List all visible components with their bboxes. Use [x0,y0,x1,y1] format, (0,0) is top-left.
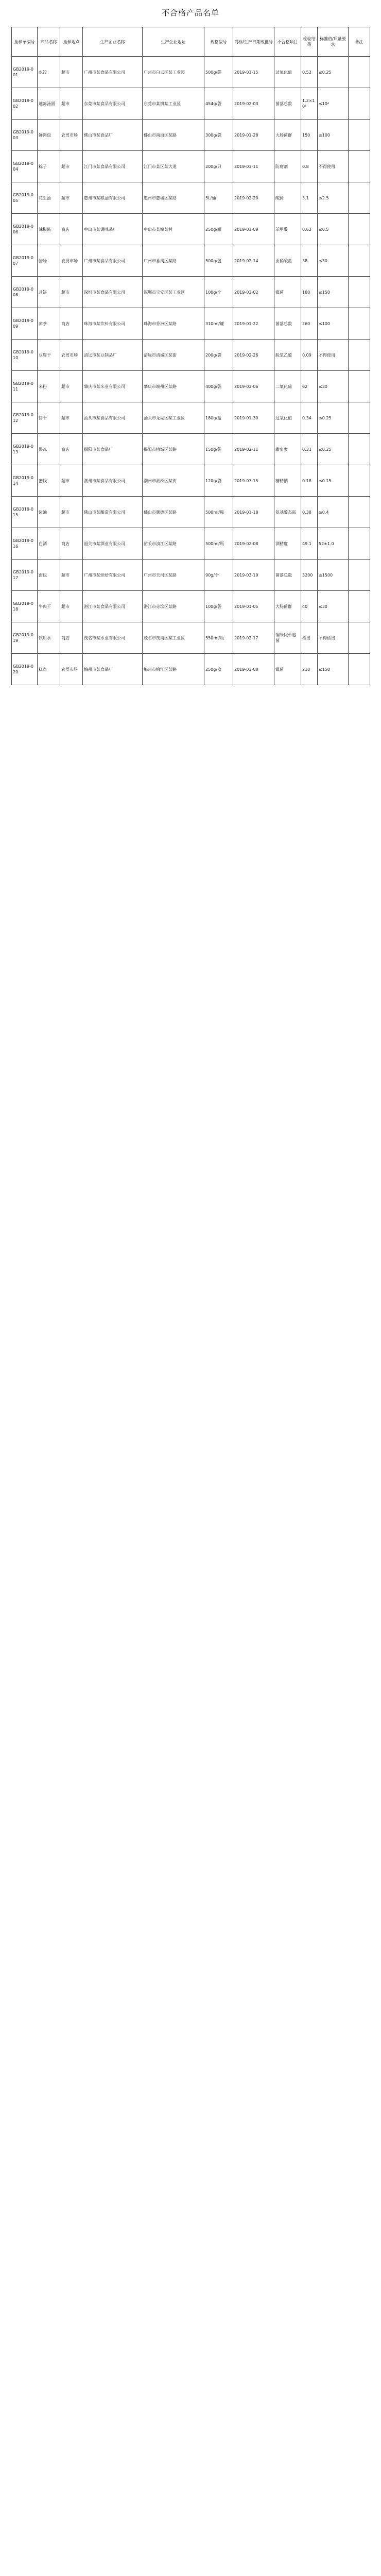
table-row [12,654,370,685]
table-cell: ≤0.25 [318,402,349,434]
table-cell: 广州市某食品有限公司 [83,57,143,88]
table-cell: 佛山市南海区某路 [143,120,204,151]
table-cell: ≤2.5 [318,182,349,214]
page-title: 不合格产品名单 [161,8,219,18]
table-cell: ≤0.15 [318,465,349,497]
table-cell: ≤0.25 [318,434,349,465]
table-cell: 茂名市某水业有限公司 [83,622,143,654]
table-cell: 400g/袋 [204,371,233,402]
table-cell: 90g/个 [204,560,233,591]
table-cell: 2019-02-08 [233,528,274,560]
table-cell [349,151,370,182]
table-cell: 肇庆市端州区某路 [143,371,204,402]
table-cell: 农贸市场 [60,245,83,277]
table-row [12,402,370,434]
table-cell: 150 [301,120,318,151]
table-row [12,182,370,214]
table-cell [349,560,370,591]
table-cell: 2019-02-26 [233,340,274,371]
table-cell: 商店 [60,528,83,560]
table-row [12,591,370,622]
table-cell: ≤150 [318,654,349,685]
table-cell: 惠州市惠城区某路 [143,182,204,214]
table-cell: 梅州市梅江区某路 [143,654,204,685]
table-cell: 韶关市某酒业有限公司 [83,528,143,560]
header-cell: 检验结果 [301,27,318,57]
table-cell: 深圳市某食品有限公司 [83,277,143,308]
table-cell: 速冻汤圆 [38,88,60,120]
table-cell: 惠州市某粮油有限公司 [83,182,143,214]
table-cell: 酱油 [38,497,60,528]
table-cell: 2019-01-09 [233,214,274,245]
table-cell: 湛江市赤坎区某路 [143,591,204,622]
header-cell: 产品名称 [38,27,60,57]
header-cell: 商标/生产日期或批号 [233,27,274,57]
table-cell: 商店 [60,214,83,245]
table-cell: 2019-03-15 [233,465,274,497]
table-cell: 商店 [60,622,83,654]
table-cell: 江门市某区某大道 [143,151,204,182]
table-cell: 2019-01-18 [233,497,274,528]
table-row [12,151,370,182]
table-cell: 中山市某调味品厂 [83,214,143,245]
table-cell: 商店 [60,308,83,340]
table-cell: 广州市某食品有限公司 [83,245,143,277]
table-cell: 亚硝酸盐 [274,245,301,277]
table-cell: 超市 [60,182,83,214]
table-cell: 清远市某豆制品厂 [83,340,143,371]
table-cell: 花生油 [38,182,60,214]
table-cell: 揭阳市榕城区某路 [143,434,204,465]
table-cell: 2019-03-06 [233,371,274,402]
table-cell: ≤1500 [318,560,349,591]
table-cell: 广州市番禺区某路 [143,245,204,277]
table-cell: 过氧化值 [274,402,301,434]
table-cell: 脱氢乙酸 [274,340,301,371]
table-cell: 2019-03-02 [233,277,274,308]
table-cell: 3.1 [301,182,318,214]
table-cell: 2019-02-17 [233,622,274,654]
table-cell [349,497,370,528]
table-row [12,57,370,88]
table-cell: 鲜肉包 [38,120,60,151]
table-cell [349,465,370,497]
header-cell: 抽样地点 [60,27,83,57]
table-cell: 农贸市场 [60,654,83,685]
table-cell: 面包 [38,560,60,591]
table-cell: 豆腐干 [38,340,60,371]
table-cell [349,591,370,622]
table-cell: 甜蜜素 [274,434,301,465]
table-cell [349,214,370,245]
table-cell: GB2019-011 [12,371,38,402]
header-cell: 备注 [349,27,370,57]
table-cell: 0.09 [301,340,318,371]
table-cell: 珠海市某饮料有限公司 [83,308,143,340]
table-cell [349,654,370,685]
table-cell: 超市 [60,371,83,402]
table-cell [349,434,370,465]
table-cell: 0.52 [301,57,318,88]
table-cell: 肇庆市某米业有限公司 [83,371,143,402]
table-cell: 超市 [60,277,83,308]
table-cell: 0.8 [301,151,318,182]
table-cell: 水饺 [38,57,60,88]
table-cell: 52±1.0 [318,528,349,560]
table-cell: 佛山市某食品厂 [83,120,143,151]
table-cell [349,340,370,371]
table-cell: 2019-01-15 [233,57,274,88]
header-cell: 生产企业名称 [83,27,143,57]
table-cell: 0.34 [301,402,318,434]
table-row [12,120,370,151]
table-cell: 腊肠 [38,245,60,277]
table-cell: GB2019-006 [12,214,38,245]
table-cell: 超市 [60,465,83,497]
table-cell: GB2019-018 [12,591,38,622]
table-cell: 广州市白云区某工业园 [143,57,204,88]
table-cell: 粽子 [38,151,60,182]
table-cell: GB2019-019 [12,622,38,654]
table-cell: 5L/桶 [204,182,233,214]
table-cell: ≤30 [318,371,349,402]
table-cell: 2019-03-19 [233,560,274,591]
table-cell: 农贸市场 [60,340,83,371]
table-row [12,308,370,340]
table-cell: 2019-03-08 [233,654,274,685]
results-table [11,27,370,685]
table-cell: 广州市天河区某路 [143,560,204,591]
table-row [12,434,370,465]
table-cell: 49.1 [301,528,318,560]
table-cell: 180 [301,277,318,308]
table-cell: GB2019-003 [12,120,38,151]
table-cell: 辣椒酱 [38,214,60,245]
table-cell: 260 [301,308,318,340]
table-cell: 120g/袋 [204,465,233,497]
table-cell: 250g/瓶 [204,214,233,245]
table-cell [349,622,370,654]
table-cell: 3200 [301,560,318,591]
table-cell: 250g/盒 [204,654,233,685]
table-cell: 超市 [60,560,83,591]
table-cell: GB2019-017 [12,560,38,591]
table-cell: GB2019-015 [12,497,38,528]
table-cell: 大肠菌群 [274,120,301,151]
table-cell: 梅州市某食品厂 [83,654,143,685]
table-cell: 饮用水 [38,622,60,654]
table-cell: GB2019-007 [12,245,38,277]
table-cell: 湛江市某食品有限公司 [83,591,143,622]
table-cell: 韶关市浈江区某路 [143,528,204,560]
table-cell: GB2019-010 [12,340,38,371]
table-cell [349,277,370,308]
table-cell: 商店 [60,434,83,465]
table-cell: ≤100 [318,120,349,151]
table-row [12,214,370,245]
table-cell: 酸价 [274,182,301,214]
table-cell: 茂名市茂南区某工业区 [143,622,204,654]
table-cell [349,88,370,120]
table-cell: 菌落总数 [274,308,301,340]
table-cell: 不得使用 [318,340,349,371]
table-cell: 38 [301,245,318,277]
table-cell: 2019-02-20 [233,182,274,214]
table-cell: 汕头市龙湖区某工业区 [143,402,204,434]
table-cell: ≤150 [318,277,349,308]
table-cell: 糕点 [38,654,60,685]
table-cell: 2019-02-03 [233,88,274,120]
table-cell [349,245,370,277]
table-cell: ≤0.5 [318,214,349,245]
table-cell: GB2019-009 [12,308,38,340]
table-cell: GB2019-013 [12,434,38,465]
table-row [12,497,370,528]
table-cell: 2019-01-22 [233,308,274,340]
table-cell: 310ml/罐 [204,308,233,340]
table-cell: 超市 [60,151,83,182]
table-cell: 500ml/瓶 [204,528,233,560]
table-header-row [12,27,370,57]
table-cell: ≤0.25 [318,57,349,88]
table-row [12,528,370,560]
table-cell [349,528,370,560]
table-cell: 二氧化硫 [274,371,301,402]
table-row [12,340,370,371]
table-cell: 菌落总数 [274,560,301,591]
table-cell: GB2019-002 [12,88,38,120]
table-cell: 月饼 [38,277,60,308]
table-cell: 不得使用 [318,151,349,182]
table-cell: 550ml/瓶 [204,622,233,654]
table-cell: 不得检出 [318,622,349,654]
table-cell: ≥0.4 [318,497,349,528]
table-cell: 180g/盒 [204,402,233,434]
table-cell: 500ml/瓶 [204,497,233,528]
table-cell: 农贸市场 [60,120,83,151]
table-cell: 2019-01-05 [233,591,274,622]
table-cell: 2019-02-11 [233,434,274,465]
table-cell: 超市 [60,88,83,120]
table-row [12,622,370,654]
table-cell [349,120,370,151]
table-cell: 凉茶 [38,308,60,340]
table-cell: GB2019-020 [12,654,38,685]
table-row [12,88,370,120]
header-cell: 标准值/质量要求 [318,27,349,57]
table-cell: GB2019-008 [12,277,38,308]
table-cell: 霉菌 [274,654,301,685]
table-cell: 铜绿假单胞菌 [274,622,301,654]
table-cell: 超市 [60,591,83,622]
table-cell: 500g/包 [204,245,233,277]
table-cell: 0.18 [301,465,318,497]
table-cell: 210 [301,654,318,685]
table-cell: 200g/只 [204,151,233,182]
table-cell: 东莞市某食品有限公司 [83,88,143,120]
table-cell: 1.2×10⁵ [301,88,318,120]
table-cell: 超市 [60,497,83,528]
table-cell: ≤30 [318,245,349,277]
table-cell: 汕头市某食品有限公司 [83,402,143,434]
table-cell: 牛肉干 [38,591,60,622]
table-cell: 果冻 [38,434,60,465]
table-cell: GB2019-005 [12,182,38,214]
table-row [12,371,370,402]
table-cell: GB2019-012 [12,402,38,434]
table-cell [349,371,370,402]
table-cell: 菌落总数 [274,88,301,120]
table-cell: 100g/个 [204,277,233,308]
table-body [12,57,370,685]
table-cell: 200g/袋 [204,340,233,371]
table-cell: ≤100 [318,308,349,340]
table-cell: GB2019-016 [12,528,38,560]
table-row [12,277,370,308]
table-cell: 佛山市某酿造有限公司 [83,497,143,528]
table-cell: 100g/袋 [204,591,233,622]
table-cell: GB2019-001 [12,57,38,88]
table-cell: ≤10⁴ [318,88,349,120]
table-cell: 0.38 [301,497,318,528]
table-cell: 2019-01-30 [233,402,274,434]
table-cell [349,308,370,340]
table-cell: 2019-03-11 [233,151,274,182]
table-cell: GB2019-004 [12,151,38,182]
table-cell: ≤30 [318,591,349,622]
table-cell: 150g/袋 [204,434,233,465]
table-cell: 大肠菌群 [274,591,301,622]
table-cell [349,402,370,434]
table-cell [349,57,370,88]
table-cell: 揭阳市某食品厂 [83,434,143,465]
table-cell [349,182,370,214]
table-cell: GB2019-014 [12,465,38,497]
table-cell: 300g/袋 [204,120,233,151]
table-cell: 潮州市某食品有限公司 [83,465,143,497]
table-cell: 潮州市湘桥区某街 [143,465,204,497]
table-row [12,560,370,591]
table-cell: 米粉 [38,371,60,402]
header-cell: 生产企业地址 [143,27,204,57]
table-cell: 酒精度 [274,528,301,560]
table-cell: 蜜饯 [38,465,60,497]
table-cell: 广州市某烘焙有限公司 [83,560,143,591]
table-cell: 清远市清城区某街 [143,340,204,371]
table-cell: 过氧化值 [274,57,301,88]
table-cell: 氨基酸态氮 [274,497,301,528]
table-cell: 0.31 [301,434,318,465]
table-cell: 珠海市香洲区某路 [143,308,204,340]
table-cell: 江门市某食品有限公司 [83,151,143,182]
header-cell: 抽样单编号 [12,27,38,57]
table-cell: 东莞市某镇某工业区 [143,88,204,120]
table-cell: 超市 [60,57,83,88]
table-cell: 防腐剂 [274,151,301,182]
header-cell: 不合格项目 [274,27,301,57]
table-cell: 2019-02-14 [233,245,274,277]
table-row [12,245,370,277]
header-cell: 规格型号 [204,27,233,57]
table-cell: 40 [301,591,318,622]
table-cell: 中山市某镇某村 [143,214,204,245]
table-cell: 白酒 [38,528,60,560]
table-cell: 霉菌 [274,277,301,308]
table-cell: 检出 [301,622,318,654]
table-cell: 超市 [60,402,83,434]
table-cell: 佛山市顺德区某路 [143,497,204,528]
table-cell: 2019-01-28 [233,120,274,151]
table-cell: 500g/袋 [204,57,233,88]
table-cell: 0.62 [301,214,318,245]
table-cell: 苯甲酸 [274,214,301,245]
table-cell: 糖精钠 [274,465,301,497]
table-cell: 62 [301,371,318,402]
table-row [12,465,370,497]
table-cell: 454g/袋 [204,88,233,120]
table-cell: 饼干 [38,402,60,434]
table-cell: 深圳市宝安区某工业区 [143,277,204,308]
